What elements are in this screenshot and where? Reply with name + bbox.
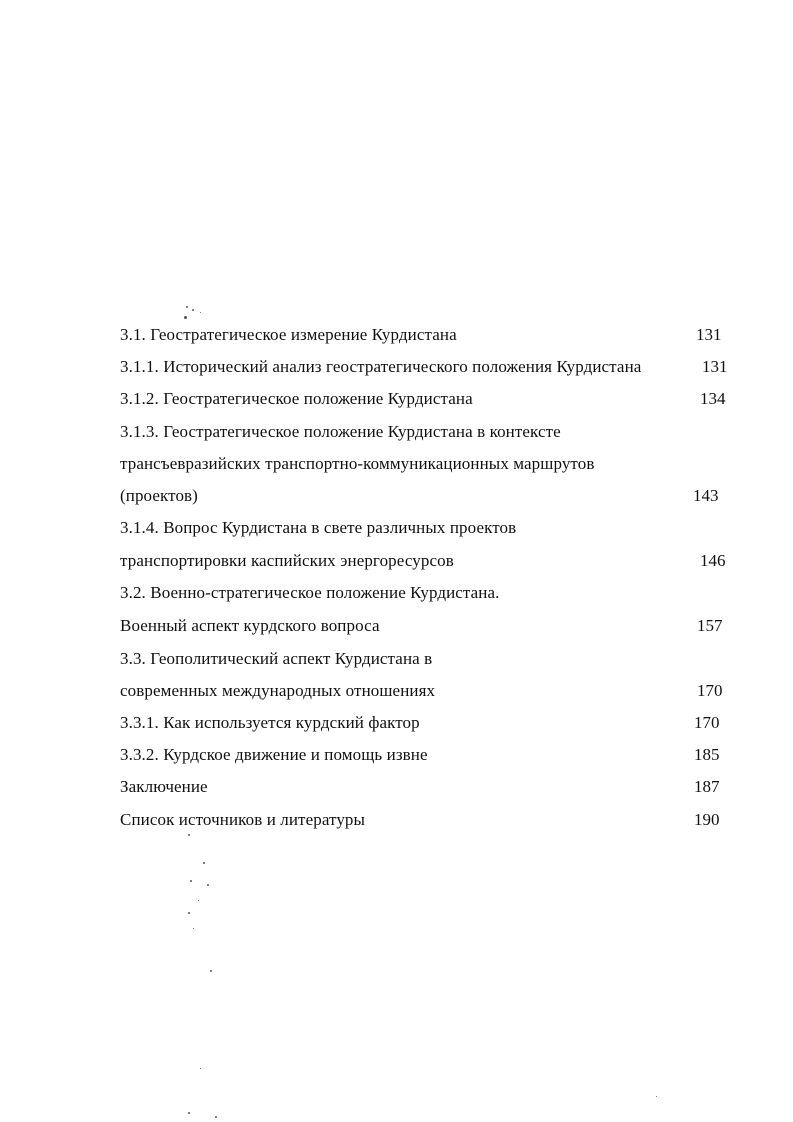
scan-speck xyxy=(200,1068,201,1069)
toc-entry-3-1-4: 3.1.4. Вопрос Курдистана в свете различных проектов xyxy=(120,518,517,537)
toc-entry-3-2: 3.2. Военно-стратегическое положение Курдистана. xyxy=(120,583,500,602)
scan-speck xyxy=(188,912,190,914)
toc-entry-3-3-2: 3.3.2. Курдское движение и помощь извне xyxy=(120,745,428,764)
toc-page-3-1-4: 146 xyxy=(700,551,726,570)
toc-page-3-3-2: 185 xyxy=(694,745,720,764)
toc-entry-3-2-cont: Военный аспект курдского вопроса xyxy=(120,616,380,635)
toc-page-3-2: 157 xyxy=(697,616,723,635)
toc-page-3-1-3: 143 xyxy=(693,486,719,505)
scan-speck xyxy=(188,1112,190,1114)
scan-speck xyxy=(193,928,194,929)
toc-entry-3-3-1: 3.3.1. Как используется курдский фактор xyxy=(120,713,420,732)
scan-speck xyxy=(203,862,205,864)
scan-speck xyxy=(184,316,187,319)
scan-speck xyxy=(192,309,194,311)
toc-entry-3-1-3-end: (проектов) xyxy=(120,486,198,505)
scan-speck xyxy=(186,306,188,308)
toc-entry-3-1-2: 3.1.2. Геостратегическое положение Курдистана xyxy=(120,389,473,408)
toc-entry-3-1-3-cont: трансъевразийских транспортно-коммуникационных маршрутов xyxy=(120,454,595,473)
toc-entry-3-3: 3.3. Геополитический аспект Курдистана в xyxy=(120,649,433,668)
toc-entry-3-1-3: 3.1.3. Геостратегическое положение Курдистана в контексте xyxy=(120,422,561,441)
scan-speck xyxy=(190,880,192,882)
toc-entry-conclusion: Заключение xyxy=(120,777,208,796)
toc-page-3-1: 131 xyxy=(696,325,722,344)
scan-speck xyxy=(207,884,209,886)
toc-entry-3-1-1: 3.1.1. Исторический анализ геостратегического положения Курдистана xyxy=(120,357,642,376)
toc-page-conclusion: 187 xyxy=(694,777,720,796)
toc-entry-3-1: 3.1. Геостратегическое измерение Курдистана xyxy=(120,325,457,344)
toc-entry-3-1-4-cont: транспортировки каспийских энергоресурсов xyxy=(120,551,454,570)
scan-speck xyxy=(656,1096,657,1097)
scan-speck xyxy=(200,312,201,313)
toc-page-3-3: 170 xyxy=(697,681,723,700)
toc-page-3-1-2: 134 xyxy=(700,389,726,408)
toc-page-3-3-1: 170 xyxy=(694,713,720,732)
toc-entry-3-3-cont: современных международных отношениях xyxy=(120,681,436,700)
scan-speck xyxy=(198,900,199,901)
scan-speck xyxy=(210,970,212,972)
toc-page-3-1-1: 131 xyxy=(702,357,728,376)
toc-page-bibliography: 190 xyxy=(694,810,720,829)
scan-speck xyxy=(188,834,190,836)
toc-entry-bibliography: Список источников и литературы xyxy=(120,810,366,829)
scan-speck xyxy=(215,1116,217,1118)
